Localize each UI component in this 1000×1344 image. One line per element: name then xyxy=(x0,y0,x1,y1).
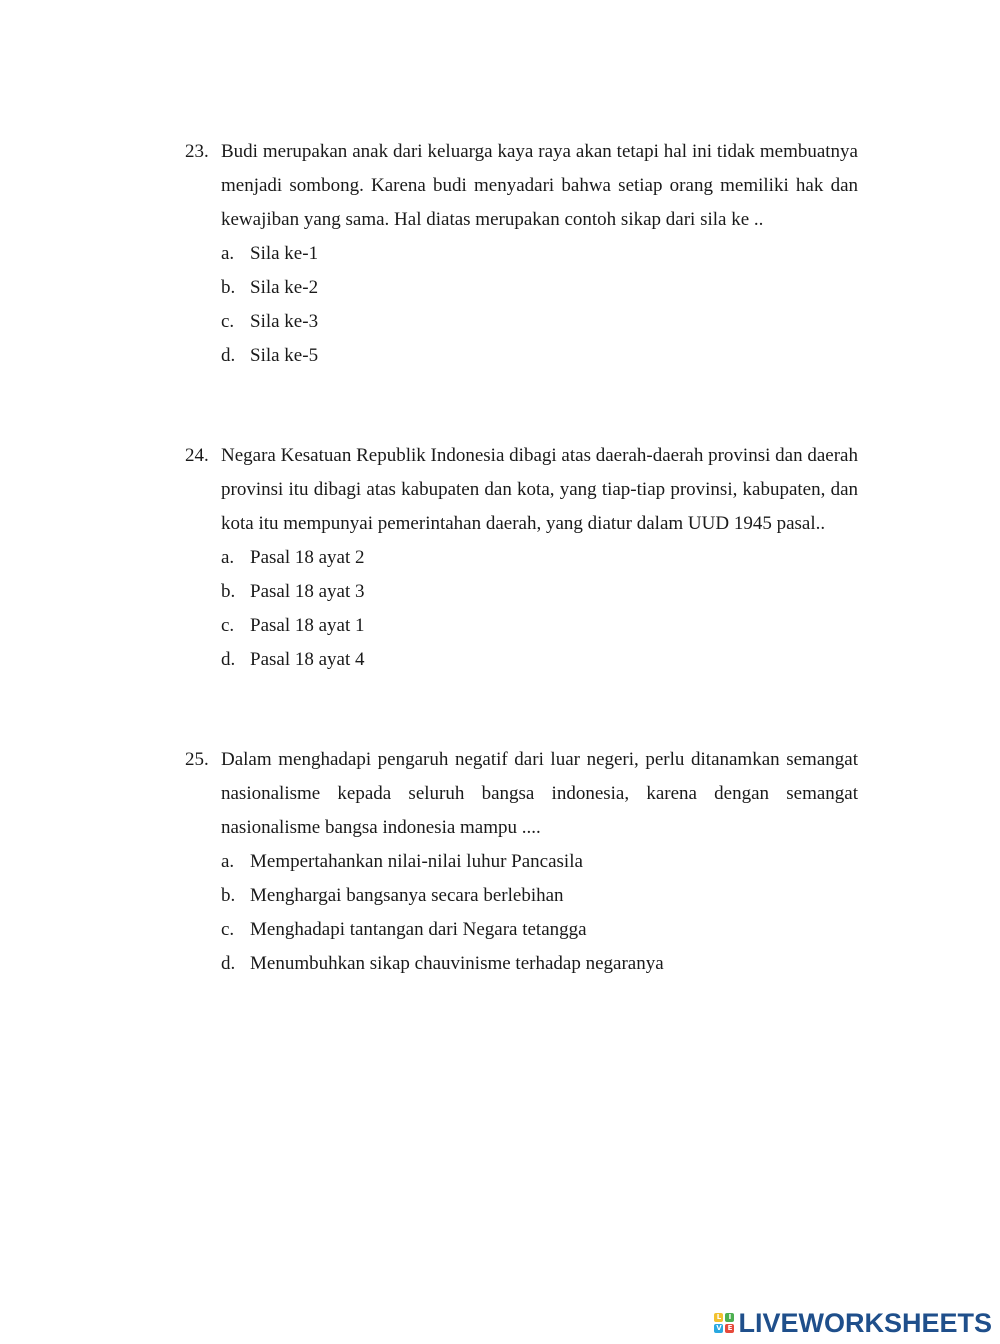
answer-options xyxy=(185,237,858,373)
answer-option-a[interactable] xyxy=(221,541,858,575)
answer-options xyxy=(185,541,858,677)
question-25 xyxy=(185,743,858,981)
option-letter: b. xyxy=(221,885,236,906)
answer-option-c[interactable] xyxy=(221,609,858,643)
option-text: Menumbuhkan sikap chauvinisme terhadap negaranya xyxy=(250,953,664,974)
answer-options xyxy=(185,845,858,981)
option-text: Sila ke-2 xyxy=(250,277,319,298)
question-number: 23. xyxy=(185,141,209,162)
liveworksheets-logo[interactable] xyxy=(714,1308,992,1338)
question-text: Dalam menghadapi pengaruh negatif dari luar negeri, perlu ditanamkan semangat nasionalisme kepada seluruh bangsa indonesia, karena dengan semangat nasionalisme bangsa indonesia mampu .... xyxy=(221,749,858,838)
question-24 xyxy=(185,439,858,677)
question-stem xyxy=(185,135,858,237)
answer-option-d[interactable] xyxy=(221,643,858,677)
answer-option-b[interactable] xyxy=(221,879,858,913)
option-letter: b. xyxy=(221,277,236,298)
option-text: Sila ke-5 xyxy=(250,345,319,366)
answer-option-a[interactable] xyxy=(221,845,858,879)
logo-mark-letter: I xyxy=(725,1313,734,1322)
answer-option-c[interactable] xyxy=(221,913,858,947)
option-letter: d. xyxy=(221,649,236,670)
logo-mark-letter: V xyxy=(716,1324,722,1332)
option-letter: a. xyxy=(221,243,235,264)
option-letter: a. xyxy=(221,547,235,568)
option-letter: b. xyxy=(221,581,236,602)
live-mark-icon xyxy=(714,1313,734,1333)
option-text: Pasal 18 ayat 1 xyxy=(250,615,365,636)
option-text: Pasal 18 ayat 4 xyxy=(250,649,365,670)
option-letter: d. xyxy=(221,345,236,366)
question-23 xyxy=(185,135,858,373)
answer-option-a[interactable] xyxy=(221,237,858,271)
logo-mark-letter: L xyxy=(714,1313,723,1322)
answer-option-b[interactable] xyxy=(221,575,858,609)
option-letter: c. xyxy=(221,919,235,940)
option-letter: a. xyxy=(221,851,235,872)
option-letter: c. xyxy=(221,311,235,332)
question-text: Negara Kesatuan Republik Indonesia dibagi atas daerah-daerah provinsi dan daerah provinsi itu dibagi atas kabupaten dan kota, yang tiap-tiap provinsi, kabupaten, dan kota itu mempunyai pemerintahan daerah, yang diatur dalam UUD 1945 pasal.. xyxy=(221,445,858,534)
logo-mark-letter: E xyxy=(725,1324,734,1333)
answer-option-b[interactable] xyxy=(221,271,858,305)
option-letter: c. xyxy=(221,615,235,636)
option-text: Sila ke-1 xyxy=(250,243,319,264)
question-number: 24. xyxy=(185,445,209,466)
option-text: Sila ke-3 xyxy=(250,311,319,332)
question-text: Budi merupakan anak dari keluarga kaya raya akan tetapi hal ini tidak membuatnya menjadi sombong. Karena budi menyadari bahwa setiap orang memiliki hak dan kewajiban yang sama. Hal diatas merupakan contoh sikap dari sila ke .. xyxy=(221,141,858,230)
option-letter: d. xyxy=(221,953,236,974)
answer-option-c[interactable] xyxy=(221,305,858,339)
option-text: Menghadapi tantangan dari Negara tetangga xyxy=(250,919,587,940)
option-text: Pasal 18 ayat 3 xyxy=(250,581,365,602)
question-stem xyxy=(185,439,858,541)
option-text: Menghargai bangsanya secara berlebihan xyxy=(250,885,564,906)
answer-option-d[interactable] xyxy=(221,339,858,373)
question-number: 25. xyxy=(185,749,209,770)
question-stem xyxy=(185,743,858,845)
logo-text: LIVEWORKSHEETS xyxy=(738,1308,992,1338)
answer-option-d[interactable] xyxy=(221,947,858,981)
option-text: Mempertahankan nilai-nilai luhur Pancasila xyxy=(250,851,583,872)
option-text: Pasal 18 ayat 2 xyxy=(250,547,365,568)
